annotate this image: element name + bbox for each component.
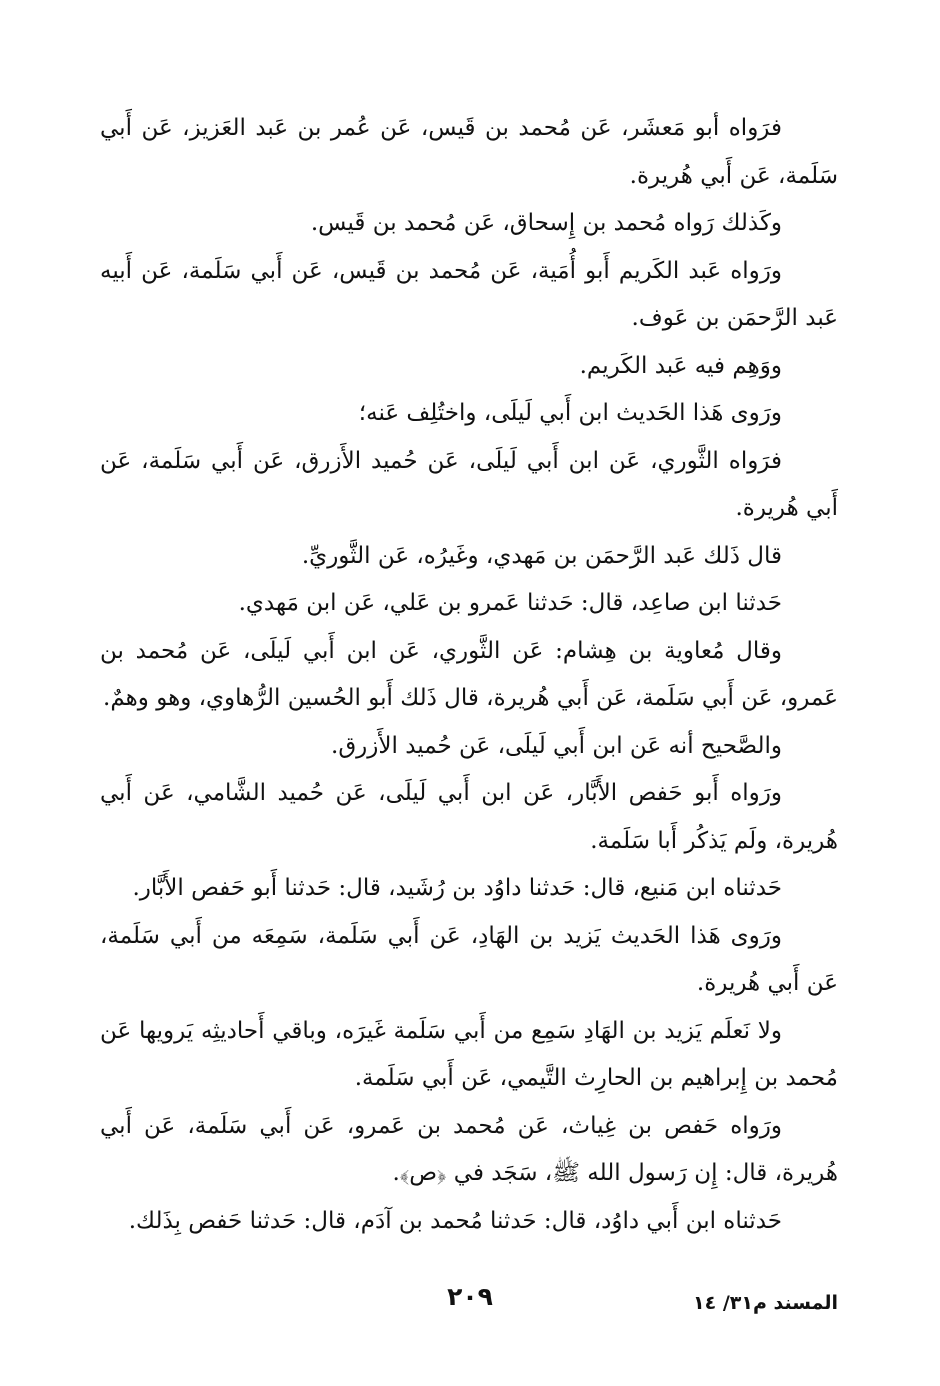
paragraph: ولا نَعلَم يَزيد بن الهَادِ سَمِع من أَبي سَلَمة غَيرَه، وباقي أَحاديثِه يَرويها عَن مُحمد بن إِبراهيم بن الحارِث التَّيمي، عَن أَبي سَلَمة. xyxy=(100,1017,838,1091)
page-footer xyxy=(100,1282,838,1332)
paragraph: فرَواه الثَّوري، عَن ابن أَبي لَيلَى، عَن حُميد الأَزرق، عَن أَبي سَلَمة، عَن أَبي هُريرة. xyxy=(100,447,838,521)
paragraph: ورَوى هَذا الحَديث يَزيد بن الهَادِ، عَن أَبي سَلَمة، سَمِعَه من أَبي سَلَمة، عَن أَبي هُريرة. xyxy=(100,922,838,996)
page-number: ٢٠٩ xyxy=(447,1282,493,1311)
paragraph: ورَواه عَبد الكَريم أَبو أُمَية، عَن مُحمد بن قَيس، عَن أَبي سَلَمة، عَن أَبيه عَبد الرَّحمَن بن عَوف. xyxy=(100,257,838,331)
paragraph: ورَواه حَفص بن غِياث، عَن مُحمد بن عَمرو، عَن أَبي سَلَمة، عَن أَبي هُريرة، قال: إِن رَسول الله ﷺ، سَجَد في ﴿ص﴾. xyxy=(100,1112,838,1186)
paragraph: والصَّحيح أنه عَن ابن أَبي لَيلَى، عَن حُميد الأَزرق. xyxy=(331,732,782,759)
paragraph: وكَذلك رَواه مُحمد بن إِسحاق، عَن مُحمد بن قَيس. xyxy=(310,210,782,236)
paragraph: ورَوى هَذا الحَديث ابن أَبي لَيلَى، واختُلِف عَنه؛ xyxy=(358,400,782,426)
volume-signature: المسند م٣١/ ١٤ xyxy=(693,1292,838,1314)
paragraph: ووَهِم فيه عَبد الكَريم. xyxy=(579,352,782,379)
paragraph: قال ذَلك عَبد الرَّحمَن بن مَهدي، وغَيرُه، عَن الثَّوريِّ. xyxy=(301,542,782,569)
paragraph: حَدثناه ابن أَبي داوُد، قال: حَدثنا مُحمد بن آدَم، قال: حَدثنا حَفص بِذَلك. xyxy=(128,1207,782,1234)
paragraph: حَدثناه ابن مَنيع، قال: حَدثنا داوُد بن رُشَيد، قال: حَدثنا أَبو حَفص الأَبَّار. xyxy=(132,875,782,901)
paragraph: حَدثنا ابن صاعِد، قال: حَدثنا عَمرو بن عَلي، عَن ابن مَهدي. xyxy=(238,590,782,616)
paragraph: وقال مُعاوية بن هِشام: عَن الثَّوري، عَن ابن أَبي لَيلَى، عَن مُحمد بن عَمرو، عَن أَبي سَلَمة، عَن أَبي هُريرة، قال ذَلك أَبو الحُسين الرُّهاوي، وهو وهمٌ. xyxy=(100,637,838,711)
paragraph: ورَواه أَبو حَفص الأَبَّار، عَن ابن أَبي لَيلَى، عَن حُميد الشَّامي، عَن أَبي هُريرة، ولَم يَذكُر أَبا سَلَمة. xyxy=(100,780,838,854)
hadith-commentary-text xyxy=(100,105,838,1245)
paragraph: فرَواه أبو مَعشَر، عَن مُحمد بن قَيس، عَن عُمر بن عَبد العَزيز، عَن أَبي سَلَمة، عَن أَبي هُريرة. xyxy=(100,115,838,189)
